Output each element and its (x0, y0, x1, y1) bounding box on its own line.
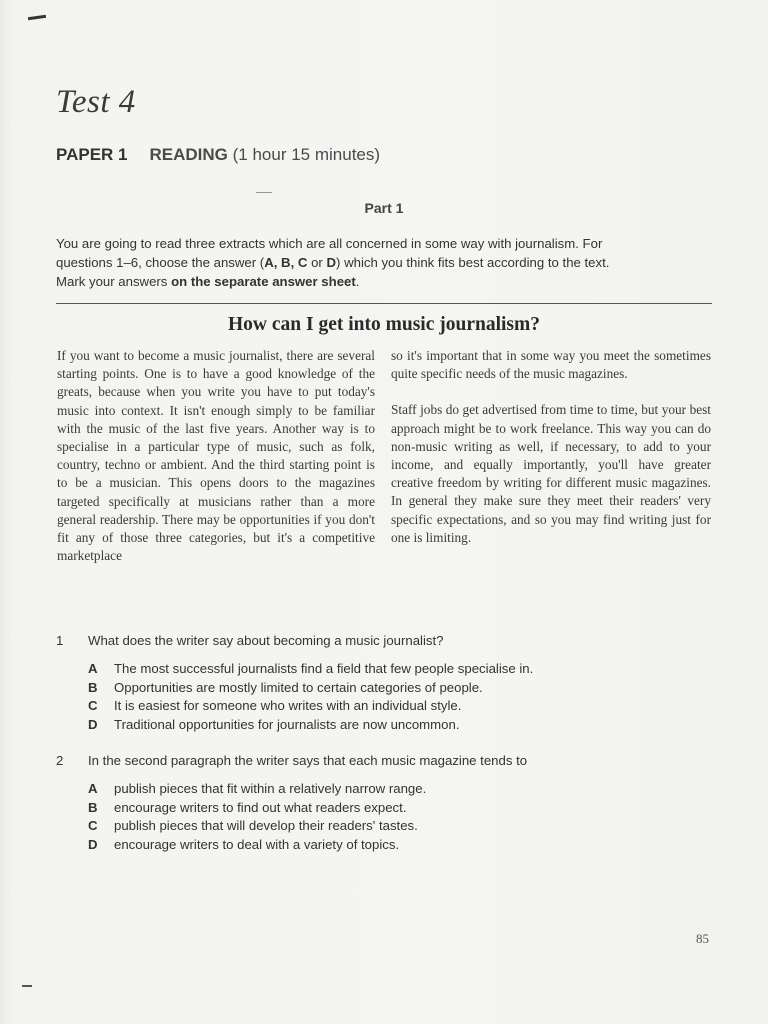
answer-options (88, 661, 533, 735)
option-letter: D (88, 716, 98, 732)
option-d (88, 837, 426, 856)
option-text: The most successful journalists find a field that few people specialise in. (114, 661, 534, 676)
paper-heading (56, 145, 380, 165)
test-title: Test 4 (56, 84, 136, 120)
paper-number: PAPER 1 (56, 145, 128, 164)
option-text: encourage writers to deal with a variety of topics. (114, 836, 400, 852)
instructions (56, 234, 716, 291)
article-paragraph-1-continued: so it's important that in some way you meet the sometimes quite specific needs of the music magazines. (391, 348, 711, 382)
option-b (88, 800, 426, 819)
option-letter: B (88, 679, 98, 695)
section-rule (56, 303, 712, 304)
instructions-text: ) which you think fits best according to the text. (336, 255, 610, 270)
instructions-emphasis: D (326, 255, 337, 270)
option-letter: A (88, 781, 98, 796)
option-d (88, 717, 533, 736)
option-text: encourage writers to find out what readers expect. (114, 799, 407, 815)
option-letter: C (88, 698, 98, 713)
question-stem: What does the writer say about becoming a music journalist? (88, 633, 444, 648)
instructions-text: questions 1–6, choose the answer ( (56, 255, 265, 270)
question-number: 2 (56, 753, 64, 768)
instructions-line-1: You are going to read three extracts which are all concerned in some way with journalism. For (56, 236, 603, 251)
answer-options (88, 781, 426, 855)
option-text: It is easiest for someone who writes with an individual style. (114, 698, 462, 713)
option-letter: B (88, 799, 98, 815)
option-a (88, 781, 426, 800)
option-text: Opportunities are mostly limited to certain categories of people. (114, 679, 483, 695)
option-text: publish pieces that fit within a relatively narrow range. (114, 781, 427, 796)
instructions-text: or (307, 255, 327, 270)
option-letter: C (88, 818, 98, 833)
question-number: 1 (56, 633, 64, 648)
scan-edge-mark (28, 15, 46, 20)
option-letter: D (88, 836, 98, 852)
option-b (88, 680, 533, 699)
article-column-right (391, 347, 711, 547)
instructions-text: . (355, 274, 360, 289)
article-column-left (57, 347, 375, 565)
divider-mark (256, 192, 272, 193)
instructions-text: Mark your answers (56, 274, 172, 289)
paper-name: READING (149, 145, 228, 164)
answer-sheet-emphasis: on the separate answer sheet (171, 274, 356, 289)
article-paragraph-1: If you want to become a music journalist, there are several starting points. One is to have a good knowledge of the greats, because when you write you have to put today's music into context. It isn't enough simply to be familiar with the music of the last five years. Another way is to specialise in a particular type of music, such as folk, country, techno or ambient. And the third starting point is to be a musician. This opens doors to the magazines targeted specifically at musicians rather than a more general readership. There may be opportunities if you don't fit any of those three categories, but it's a competitive marketplace (57, 348, 375, 564)
option-a (88, 661, 533, 680)
instructions-emphasis: A, B, C (264, 255, 308, 270)
article-title: How can I get into music journalism? (228, 314, 540, 335)
paper-time: (1 hour 15 minutes) (232, 145, 381, 164)
part-label: Part 1 (364, 200, 404, 216)
page-number: 85 (696, 931, 709, 946)
option-letter: A (88, 661, 98, 676)
question-stem: In the second paragraph the writer says that each music magazine tends to (88, 753, 528, 768)
scan-margin-mark (22, 985, 32, 987)
option-text: publish pieces that will develop their readers' tastes. (114, 818, 418, 833)
option-c (88, 698, 533, 717)
option-text: Traditional opportunities for journalists are now uncommon. (114, 716, 460, 732)
option-c (88, 818, 426, 837)
article-paragraph-2: Staff jobs do get advertised from time to time, but your best approach might be to work freelance. This way you can do non-music writing as well, if necessary, to add to your income, and equally importantly, you'll have greater creative freedom by writing for different music magazines. In general they make sure they meet their readers' very specific expectations, and so you may find writing just for one is limiting. (391, 402, 711, 545)
